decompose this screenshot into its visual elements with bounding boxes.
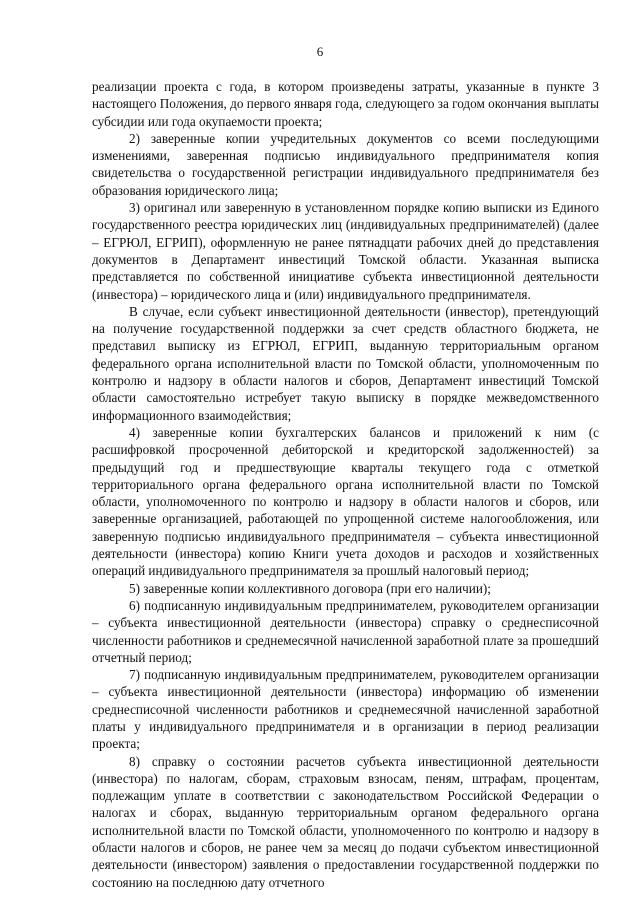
paragraph-item-4: 4) заверенные копии бухгалтерских балансов и приложений к ним (с расшифровкой просроченной дебиторской и кредиторской задолженностей) за предыдущий год и предшествующие кварталы текущего года с отметкой территориального органа федерального органа исполнительной власти по Томской области, уполномоченного по контролю и надзору в области налогов и сборов, или заверенные организацией, работающей по упрощенной системе налогообложения, или заверенную подписью индивидуального предпринимателя – субъекта инвестиционной деятельности (инвестора) копию Книги учета доходов и расходов и хозяйственных операций индивидуального предпринимателя за прошлый налоговый период; (92, 424, 599, 579)
paragraph-item-5: 5) заверенные копии коллективного договора (при его наличии); (129, 580, 491, 596)
paragraph-item-2: 2) заверенные копии учредительных документов со всеми последующими изменениями, заверенная подписью индивидуального предпринимателя копия свидетельства о государственной регистрации индивидуального предпринимателя без образования юридического лица; (92, 130, 599, 198)
paragraph-item-3-note: В случае, если субъект инвестиционной деятельности (инвестор), претендующий на получение государственной поддержки за счет средств областного бюджета, не представил выписку из ЕГРЮЛ, ЕГРИП, выданную территориальным органом федерального органа исполнительной власти по Томской области, уполномоченным по контролю и надзору в области налогов и сборов, Департамент инвестиций Томской области самостоятельно истребует такую выписку в порядке межведомственного информационного взаимодействия; (92, 303, 599, 423)
paragraph-item-7: 7) подписанную индивидуальным предпринимателем, руководителем организации – субъекта инвестиционной деятельности (инвестора) информацию об изменении среднесписочной численности работников и среднемесячной начисленной заработной платы у индивидуального предпринимателя и в организации в период реализации проекта; (92, 667, 599, 752)
paragraph-item-8: 8) справку о состоянии расчетов субъекта инвестиционной деятельности (инвестора) по налогам, сборам, страховым взносам, пеням, штрафам, процентам, подлежащим уплате в соответствии с законодательством Российской Федерации о налогах и сборах, выданную территориальным органом федерального органа исполнительной власти по Томской области, уполномоченного по контролю и надзору в области налогов и сборов, не ранее чем за месяц до подачи субъектом инвестиционной деятельности (инвестором) заявления о предоставлении государственной поддержки по состоянию на последнюю дату отчетного (92, 753, 599, 890)
paragraph-continuation: реализации проекта с года, в котором произведены затраты, указанные в пункте 3 настоящего Положения, до первого января года, следующего за годом окончания выплаты субсидии или года окупаемости проекта; (92, 79, 599, 129)
paragraph-item-3: 3) оригинал или заверенную в установленном порядке копию выписки из Единого государственного реестра юридических лиц (индивидуальных предпринимателей) (далее – ЕГРЮЛ, ЕГРИП), оформленную не ранее пятнадцати рабочих дней до представления документов в Департамент инвестиций Томской области. Указанная выписка представляется по собственной инициативе субъекта инвестиционной деятельности (инвестора) – юридического лица и (или) индивидуального предпринимателя. (92, 200, 599, 302)
page-number: 6 (316, 44, 324, 59)
document-body (92, 78, 599, 891)
paragraph-item-6: 6) подписанную индивидуальным предпринимателем, руководителем организации – субъекта инвестиционной деятельности (инвестора) справку о среднесписочной численности работников и среднемесячной начисленной заработной плате за прошедший отчетный период; (92, 597, 599, 665)
